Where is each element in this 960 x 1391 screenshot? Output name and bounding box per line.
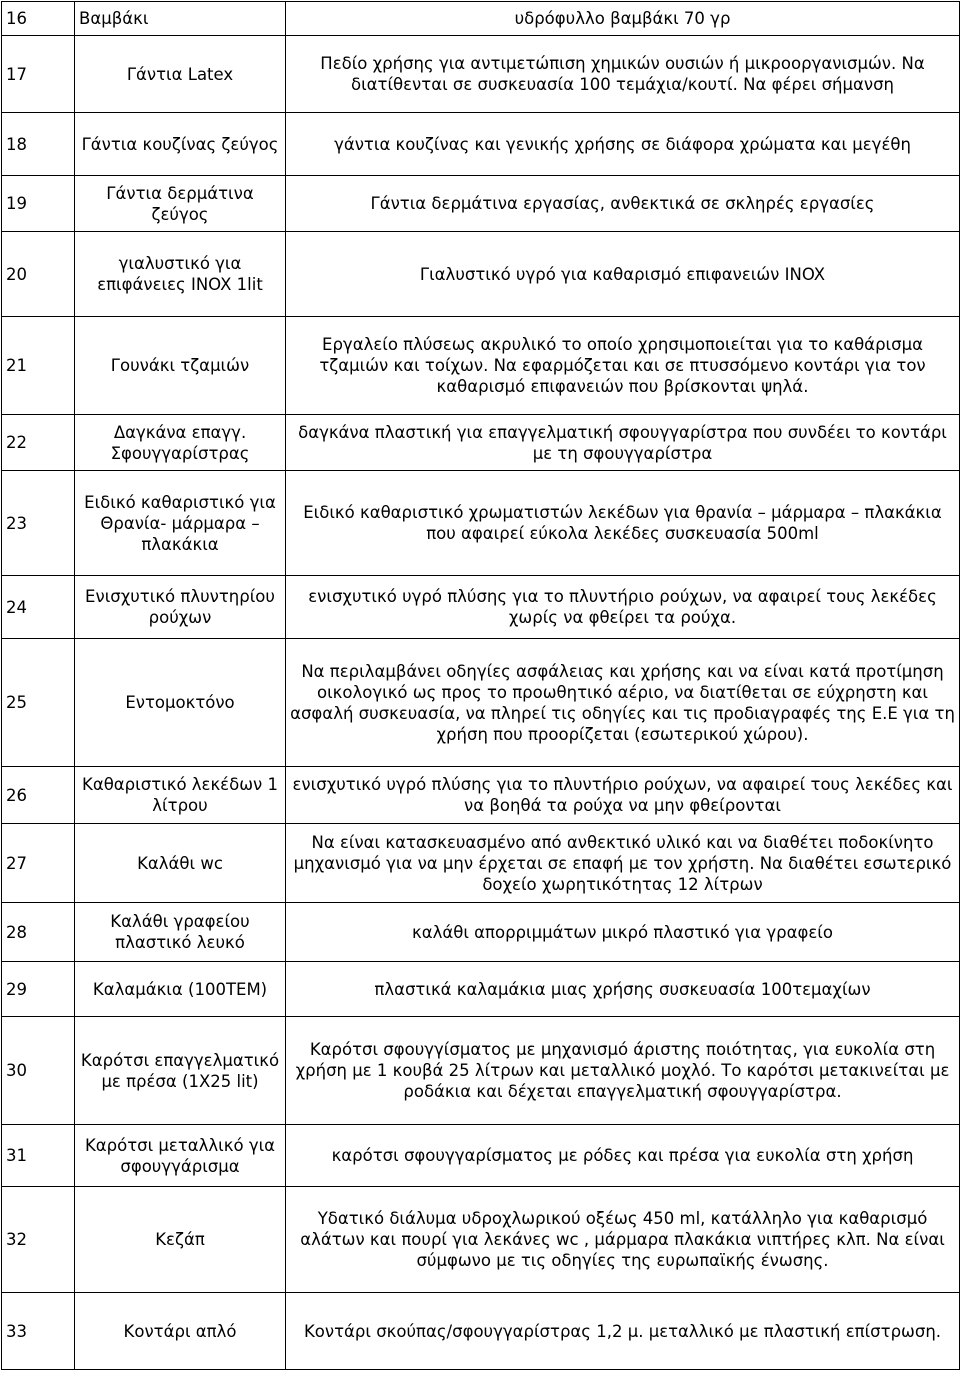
item-name: Γάντια Latex [75,36,286,113]
item-number: 30 [2,1017,75,1125]
item-name: γιαλυστικό για επιφάνειες INOX 1lit [75,232,286,317]
table-row [2,471,960,576]
table-row [2,1187,960,1293]
table-row [2,1125,960,1187]
table-row [2,767,960,824]
item-description: δαγκάνα πλαστική για επαγγελματική σφουγγαρίστρα που συνδέει το κοντάρι με τη σφουγγαρίστρα [286,415,960,471]
item-name: Καλάθι wc [75,824,286,903]
item-number: 31 [2,1125,75,1187]
item-description: ενισχυτικό υγρό πλύσης για το πλυντήριο ρούχων, να αφαιρεί τους λεκέδες χωρίς να φθείρει τα ρούχα. [286,576,960,639]
item-number: 23 [2,471,75,576]
item-number: 29 [2,962,75,1017]
item-number: 21 [2,317,75,415]
item-description: υδρόφυλλο βαμβάκι 70 γρ [286,2,960,36]
table-row [2,1293,960,1370]
item-name: Δαγκάνα επαγγ. Σφουγγαρίστρας [75,415,286,471]
item-description: Εργαλείο πλύσεως ακρυλικό το οποίο χρησιμοποιείται για το καθάρισμα τζαμιών και τοίχων. Να εφαρμόζεται και σε πτυσσόμενο κοντάρι για τον καθαρισμό επιφανειών που βρίσκονται ψηλά. [286,317,960,415]
item-name: Ειδικό καθαριστικό για Θρανία- μάρμαρα – πλακάκια [75,471,286,576]
item-description: Ειδικό καθαριστικό χρωματιστών λεκέδων για θρανία – μάρμαρα – πλακάκια που αφαιρεί εύκολα λεκέδες συσκευασία 500ml [286,471,960,576]
table-row [2,962,960,1017]
table-row [2,317,960,415]
item-description: Πεδίο χρήσης για αντιμετώπιση χημικών ουσιών ή μικροοργανισμών. Να διατίθενται σε συσκευασία 100 τεμάχια/κουτί. Να φέρει σήμανση [286,36,960,113]
table-row [2,639,960,767]
item-description: Γιαλυστικό υγρό για καθαρισμό επιφανειών INOX [286,232,960,317]
item-number: 20 [2,232,75,317]
item-description: Κοντάρι σκούπας/σφουγγαρίστρας 1,2 μ. μεταλλικό με πλαστική επίστρωση. [286,1293,960,1370]
item-number: 25 [2,639,75,767]
item-name: Γουνάκι τζαμιών [75,317,286,415]
item-name: Κεζάπ [75,1187,286,1293]
table-row [2,415,960,471]
item-number: 17 [2,36,75,113]
item-description: καρότσι σφουγγαρίσματος με ρόδες και πρέσα για ευκολία στη χρήση [286,1125,960,1187]
table-row [2,36,960,113]
item-name: Γάντια δερμάτινα ζεύγος [75,176,286,232]
item-number: 16 [2,2,75,36]
table-row [2,903,960,962]
item-description: γάντια κουζίνας και γενικής χρήσης σε διάφορα χρώματα και μεγέθη [286,113,960,176]
item-name: Κοντάρι απλό [75,1293,286,1370]
item-description: Να είναι κατασκευασμένο από ανθεκτικό υλικό και να διαθέτει ποδοκίνητο μηχανισμό για να μην έρχεται σε επαφή με τον χρήστη. Να διαθέτει εσωτερικό δοχείο χωρητικότητας 12 λίτρων [286,824,960,903]
item-description: Υδατικό διάλυμα υδροχλωρικού οξέως 450 ml, κατάλληλο για καθαρισμό αλάτων και πουρί για λεκάνες wc , μάρμαρα πλακάκια νιπτήρες κλπ. Να είναι σύμφωνο με τις οδηγίες της ευρωπαϊκής ένωσης. [286,1187,960,1293]
table-row [2,176,960,232]
item-name: Καρότσι μεταλλικό για σφουγγάρισμα [75,1125,286,1187]
item-description: ενισχυτικό υγρό πλύσης για το πλυντήριο ρούχων, να αφαιρεί τους λεκέδες και να βοηθά τα ρούχα να μην φθείρονται [286,767,960,824]
item-name: Καλαμάκια (100ΤΕΜ) [75,962,286,1017]
item-number: 24 [2,576,75,639]
item-name: Καθαριστικό λεκέδων 1 λίτρου [75,767,286,824]
item-description: Να περιλαμβάνει οδηγίες ασφάλειας και χρήσης και να είναι κατά προτίμηση οικολογικό ως προς το προωθητικό αέριο, να διατίθεται σε εύχρηστη και ασφαλή συσκευασία, να πληρεί τις οδηγίες και τις προδιαγραφές της Ε.Ε για τη χρήση που προορίζεται (εσωτερικού χώρου). [286,639,960,767]
item-description: Καρότσι σφουγγίσματος με μηχανισμό άριστης ποιότητας, για ευκολία στη χρήση με 1 κουβά 25 λίτρων και μεταλλικό μοχλό. Το καρότσι μετακινείται με ροδάκια και δέχεται επαγγελματική σφουγγαρίστρα. [286,1017,960,1125]
item-number: 27 [2,824,75,903]
item-number: 28 [2,903,75,962]
item-description: πλαστικά καλαμάκια μιας χρήσης συσκευασία 100τεμαχίων [286,962,960,1017]
item-number: 33 [2,1293,75,1370]
table-row [2,824,960,903]
spec-table [1,1,960,1370]
item-name: Εντομοκτόνο [75,639,286,767]
table-row [2,2,960,36]
item-number: 18 [2,113,75,176]
item-number: 22 [2,415,75,471]
table-row [2,576,960,639]
item-name: Βαμβάκι [75,2,286,36]
item-name: Καρότσι επαγγελματικό με πρέσα (1Χ25 lit) [75,1017,286,1125]
item-number: 19 [2,176,75,232]
table-row [2,232,960,317]
item-name: Γάντια κουζίνας ζεύγος [75,113,286,176]
table-row [2,1017,960,1125]
item-name: Ενισχυτικό πλυντηρίου ρούχων [75,576,286,639]
item-description: Γάντια δερμάτινα εργασίας, ανθεκτικά σε σκληρές εργασίες [286,176,960,232]
item-number: 26 [2,767,75,824]
item-number: 32 [2,1187,75,1293]
table-row [2,113,960,176]
item-name: Καλάθι γραφείου πλαστικό λευκό [75,903,286,962]
item-description: καλάθι απορριμμάτων μικρό πλαστικό για γραφείο [286,903,960,962]
